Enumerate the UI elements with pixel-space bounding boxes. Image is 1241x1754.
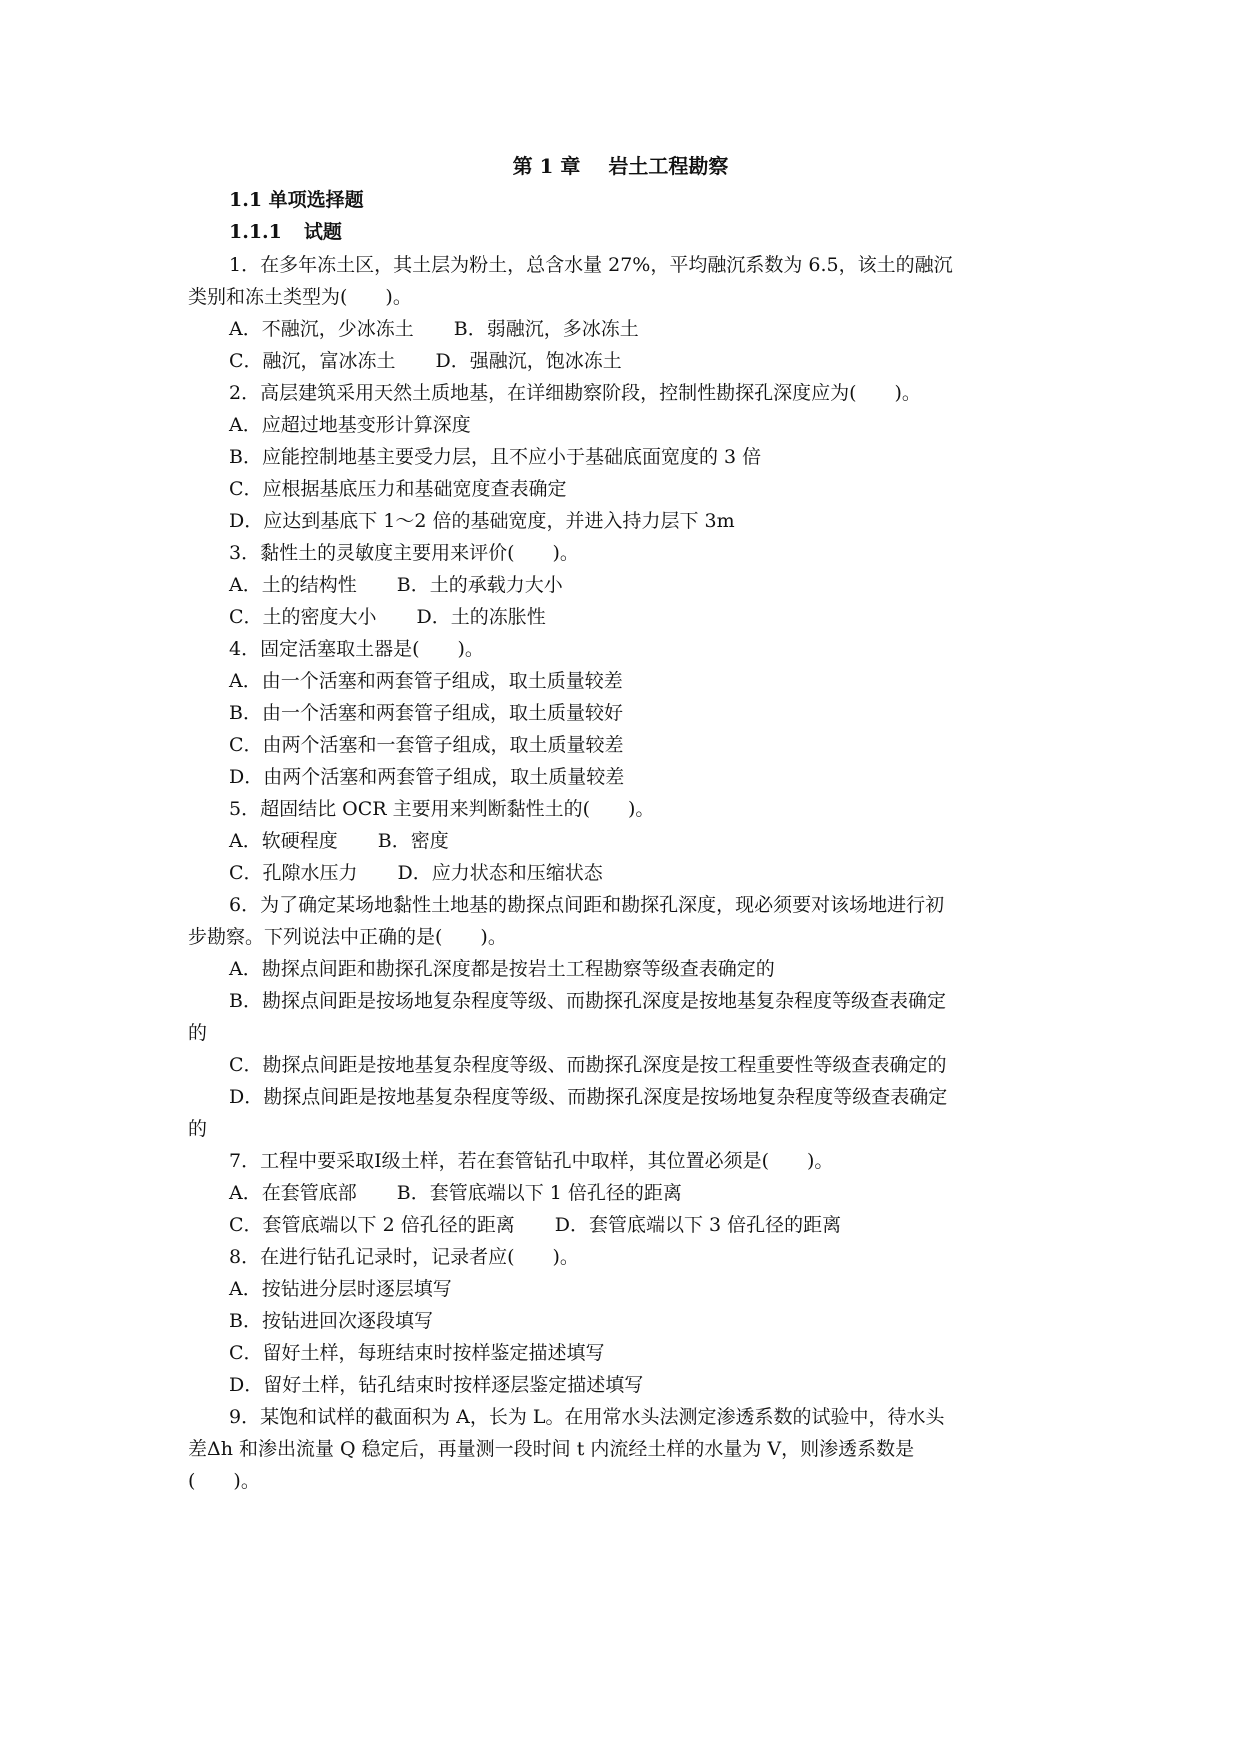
option-a: A．软硬程度: [229, 830, 338, 852]
option-a: A．由一个活塞和两套管子组成，取土质量较差: [229, 670, 623, 692]
question-7-options-cd: [229, 1211, 841, 1239]
option-a: A．土的结构性: [229, 574, 357, 596]
option-c: C．土的密度大小: [229, 606, 377, 628]
question-9-text: 9．某饱和试样的截面积为 A，长为 L。在用常水头法测定渗透系数的试验中，待水头: [229, 1406, 945, 1428]
question-4-text: 4．固定活塞取土器是( )。: [229, 638, 484, 660]
option-d: D．土的冻胀性: [416, 606, 546, 628]
option-d: D．由两个活塞和两套管子组成，取土质量较差: [229, 766, 625, 788]
option-b: B．套管底端以下 1 倍孔径的距离: [396, 1182, 682, 1204]
question-9-text-cont2: ( )。: [188, 1470, 260, 1492]
option-b: B．密度: [377, 830, 449, 852]
chapter-title: [0, 150, 1241, 182]
question-6-text-cont: 步勘察。下列说法中正确的是( )。: [188, 926, 507, 948]
question-7-text: 7．工程中要采取Ⅰ级土样，若在套管钻孔中取样，其位置必须是( )。: [229, 1150, 834, 1172]
option-d: D．强融沉，饱冰冻土: [435, 350, 622, 372]
section-heading: 1.1 单项选择题: [229, 189, 364, 211]
option-a: A．应超过地基变形计算深度: [229, 414, 471, 436]
question-5-options-ab: [229, 827, 449, 855]
option-a: A．勘探点间距和勘探孔深度都是按岩土工程勘察等级查表确定的: [229, 958, 775, 980]
question-1-text: 1．在多年冻土区，其土层为粉土，总含水量 27%，平均融沉系数为 6.5，该土的融沉: [229, 254, 953, 276]
question-1-options-ab: [229, 315, 639, 343]
option-d: D．应达到基底下 1～2 倍的基础宽度，并进入持力层下 3m: [229, 510, 735, 532]
subsection-heading: [229, 218, 342, 246]
option-c: C．留好土样，每班结束时按样鉴定描述填写: [229, 1342, 605, 1364]
question-3-options-ab: [229, 571, 563, 599]
option-b: B．按钻进回次逐段填写: [229, 1310, 433, 1332]
question-6-text: 6．为了确定某场地黏性土地基的勘探点间距和勘探孔深度，现必须要对该场地进行初: [229, 894, 945, 916]
subsection-number: 1.1.1: [229, 221, 282, 243]
option-a: A．在套管底部: [229, 1182, 357, 1204]
option-c: C．套管底端以下 2 倍孔径的距离: [229, 1214, 515, 1236]
option-d: D．勘探点间距是按地基复杂程度等级、而勘探孔深度是按场地复杂程度等级查表确定: [229, 1086, 948, 1108]
option-a: A．不融沉，少冰冻土: [229, 318, 414, 340]
option-d: D．套管底端以下 3 倍孔径的距离: [554, 1214, 842, 1236]
question-9-text-cont: 差Δh 和渗出流量 Q 稳定后，再量测一段时间 t 内流经土样的水量为 V，则渗透系数是: [188, 1438, 915, 1460]
question-1-options-cd: [229, 347, 622, 375]
option-a: A．按钻进分层时逐层填写: [229, 1278, 452, 1300]
question-5-text: 5．超固结比 OCR 主要用来判断黏性土的( )。: [229, 798, 655, 820]
chapter-name: 岩土工程勘察: [608, 154, 729, 178]
question-8-text: 8．在进行钻孔记录时，记录者应( )。: [229, 1246, 579, 1268]
question-3-options-cd: [229, 603, 546, 631]
option-b: B．由一个活塞和两套管子组成，取土质量较好: [229, 702, 623, 724]
option-b: B．应能控制地基主要受力层，且不应小于基础底面宽度的 3 倍: [229, 446, 762, 468]
option-c: C．孔隙水压力: [229, 862, 358, 884]
option-d: D．应力状态和压缩状态: [397, 862, 603, 884]
option-c: C．勘探点间距是按地基复杂程度等级、而勘探孔深度是按工程重要性等级查表确定的: [229, 1054, 947, 1076]
option-b: B．勘探点间距是按场地复杂程度等级、而勘探孔深度是按地基复杂程度等级查表确定: [229, 990, 946, 1012]
option-c: C．融沉，富冰冻土: [229, 350, 396, 372]
option-b-cont: 的: [188, 1022, 208, 1044]
subsection-title: 试题: [303, 221, 342, 243]
option-c: C．由两个活塞和一套管子组成，取土质量较差: [229, 734, 624, 756]
question-7-options-ab: [229, 1179, 682, 1207]
question-5-options-cd: [229, 859, 603, 887]
option-b: B．土的承载力大小: [396, 574, 563, 596]
option-d: D．留好土样，钻孔结束时按样逐层鉴定描述填写: [229, 1374, 644, 1396]
option-c: C．应根据基底压力和基础宽度查表确定: [229, 478, 567, 500]
question-2-text: 2．高层建筑采用天然土质地基，在详细勘察阶段，控制性勘探孔深度应为( )。: [229, 382, 921, 404]
option-d-cont: 的: [188, 1118, 208, 1140]
question-3-text: 3．黏性土的灵敏度主要用来评价( )。: [229, 542, 579, 564]
question-1-text-cont: 类别和冻土类型为( )。: [188, 286, 412, 308]
option-b: B．弱融沉，多冰冻土: [453, 318, 639, 340]
chapter-number: 第 1 章: [512, 154, 581, 178]
